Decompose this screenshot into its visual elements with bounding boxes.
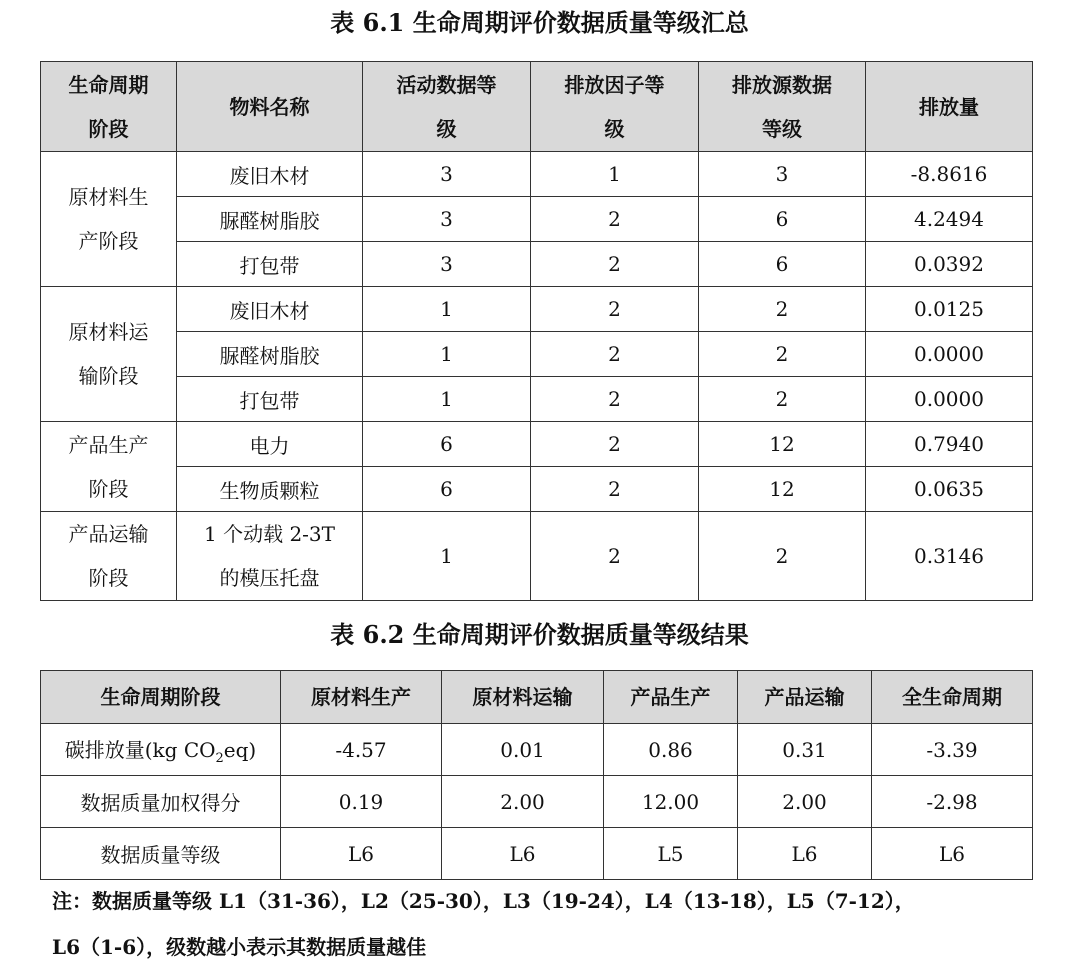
table-row — [41, 422, 1033, 467]
material-cell: 脲醛树脂胶 — [177, 332, 363, 377]
emission-cell: -8.8616 — [866, 152, 1033, 197]
table2-header-row — [41, 671, 1033, 724]
row-label: 碳排放量(kg $CO_2eq$) — [41, 724, 281, 776]
table-row — [41, 287, 1033, 332]
value-cell: 2.00 — [442, 776, 604, 828]
table-row — [41, 332, 1033, 377]
activity-cell: 1 — [363, 332, 531, 377]
emission-cell: 0.0000 — [866, 332, 1033, 377]
activity-cell: 1 — [363, 512, 531, 601]
source-cell: 12 — [699, 467, 866, 512]
factor-cell: 2 — [531, 467, 699, 512]
note-line-2: L6（1-6），级数越小表示其数据质量越佳 — [52, 935, 427, 959]
factor-cell: 2 — [531, 197, 699, 242]
stage-cell: 产品生产 阶段 — [41, 422, 177, 512]
header-raw-production: 原材料生产 — [281, 671, 442, 724]
value-cell: L6 — [442, 828, 604, 880]
activity-cell: 3 — [363, 152, 531, 197]
value-cell: 0.31 — [738, 724, 872, 776]
activity-cell: 6 — [363, 467, 531, 512]
row-label: 数据质量加权得分 — [41, 776, 281, 828]
source-cell: 2 — [699, 377, 866, 422]
header-activity: 活动数据等 级 — [363, 62, 531, 152]
header-source: 排放源数据 等级 — [699, 62, 866, 152]
material-cell: 打包带 — [177, 242, 363, 287]
value-cell: 0.19 — [281, 776, 442, 828]
source-cell: 6 — [699, 242, 866, 287]
source-cell: 3 — [699, 152, 866, 197]
activity-cell: 3 — [363, 242, 531, 287]
table-row — [41, 776, 1033, 828]
table1 — [40, 61, 1033, 601]
factor-cell: 2 — [531, 512, 699, 601]
emission-cell: 0.0000 — [866, 377, 1033, 422]
source-cell: 2 — [699, 287, 866, 332]
table-row — [41, 242, 1033, 287]
factor-cell: 1 — [531, 152, 699, 197]
table-row — [41, 377, 1033, 422]
factor-cell: 2 — [531, 287, 699, 332]
value-cell: 2.00 — [738, 776, 872, 828]
table1-caption: 表 6.1 生命周期评价数据质量等级汇总 — [330, 8, 749, 37]
value-cell: L6 — [281, 828, 442, 880]
source-cell: 2 — [699, 512, 866, 601]
table2-caption: 表 6.2 生命周期评价数据质量等级结果 — [330, 620, 749, 649]
header-product-transport: 产品运输 — [738, 671, 872, 724]
value-cell: -3.39 — [872, 724, 1033, 776]
value-cell: L5 — [604, 828, 738, 880]
header-emission: 排放量 — [866, 62, 1033, 152]
factor-cell: 2 — [531, 377, 699, 422]
emission-cell: 0.3146 — [866, 512, 1033, 601]
header-material: 物料名称 — [177, 62, 363, 152]
header-stage: 生命周期阶段 — [41, 671, 281, 724]
table-row — [41, 467, 1033, 512]
value-cell: L6 — [738, 828, 872, 880]
table-row — [41, 724, 1033, 776]
activity-cell: 6 — [363, 422, 531, 467]
value-cell: L6 — [872, 828, 1033, 880]
value-cell: 12.00 — [604, 776, 738, 828]
header-raw-transport: 原材料运输 — [442, 671, 604, 724]
header-stage: 生命周期 阶段 — [41, 62, 177, 152]
material-cell: 1 个动载 2-3T 的模压托盘 — [177, 512, 363, 601]
emission-cell: 4.2494 — [866, 197, 1033, 242]
source-cell: 12 — [699, 422, 866, 467]
material-cell: 废旧木材 — [177, 287, 363, 332]
material-cell: 生物质颗粒 — [177, 467, 363, 512]
activity-cell: 1 — [363, 287, 531, 332]
material-cell: 废旧木材 — [177, 152, 363, 197]
activity-cell: 3 — [363, 197, 531, 242]
table-row — [41, 828, 1033, 880]
value-cell: -4.57 — [281, 724, 442, 776]
source-cell: 2 — [699, 332, 866, 377]
header-full-lifecycle: 全生命周期 — [872, 671, 1033, 724]
source-cell: 6 — [699, 197, 866, 242]
activity-cell: 1 — [363, 377, 531, 422]
table1-header-row — [41, 62, 1033, 152]
header-product-production: 产品生产 — [604, 671, 738, 724]
value-cell: -2.98 — [872, 776, 1033, 828]
factor-cell: 2 — [531, 422, 699, 467]
stage-cell: 产品运输 阶段 — [41, 512, 177, 601]
table-row — [41, 197, 1033, 242]
emission-cell: 0.0392 — [866, 242, 1033, 287]
table-row — [41, 152, 1033, 197]
material-cell: 打包带 — [177, 377, 363, 422]
table2 — [40, 670, 1033, 880]
row-label: 数据质量等级 — [41, 828, 281, 880]
table-row — [41, 512, 1033, 601]
stage-cell: 原材料生 产阶段 — [41, 152, 177, 287]
emission-cell: 0.0635 — [866, 467, 1033, 512]
emission-cell: 0.0125 — [866, 287, 1033, 332]
value-cell: 0.86 — [604, 724, 738, 776]
factor-cell: 2 — [531, 332, 699, 377]
stage-cell: 原材料运 输阶段 — [41, 287, 177, 422]
material-cell: 脲醛树脂胶 — [177, 197, 363, 242]
value-cell: 0.01 — [442, 724, 604, 776]
header-factor: 排放因子等 级 — [531, 62, 699, 152]
note-line-1: 注：数据质量等级 L1（31-36），L2（25-30），L3（19-24），L4（13-18），L5（7-12）， — [52, 889, 915, 913]
emission-cell: 0.7940 — [866, 422, 1033, 467]
factor-cell: 2 — [531, 242, 699, 287]
material-cell: 电力 — [177, 422, 363, 467]
